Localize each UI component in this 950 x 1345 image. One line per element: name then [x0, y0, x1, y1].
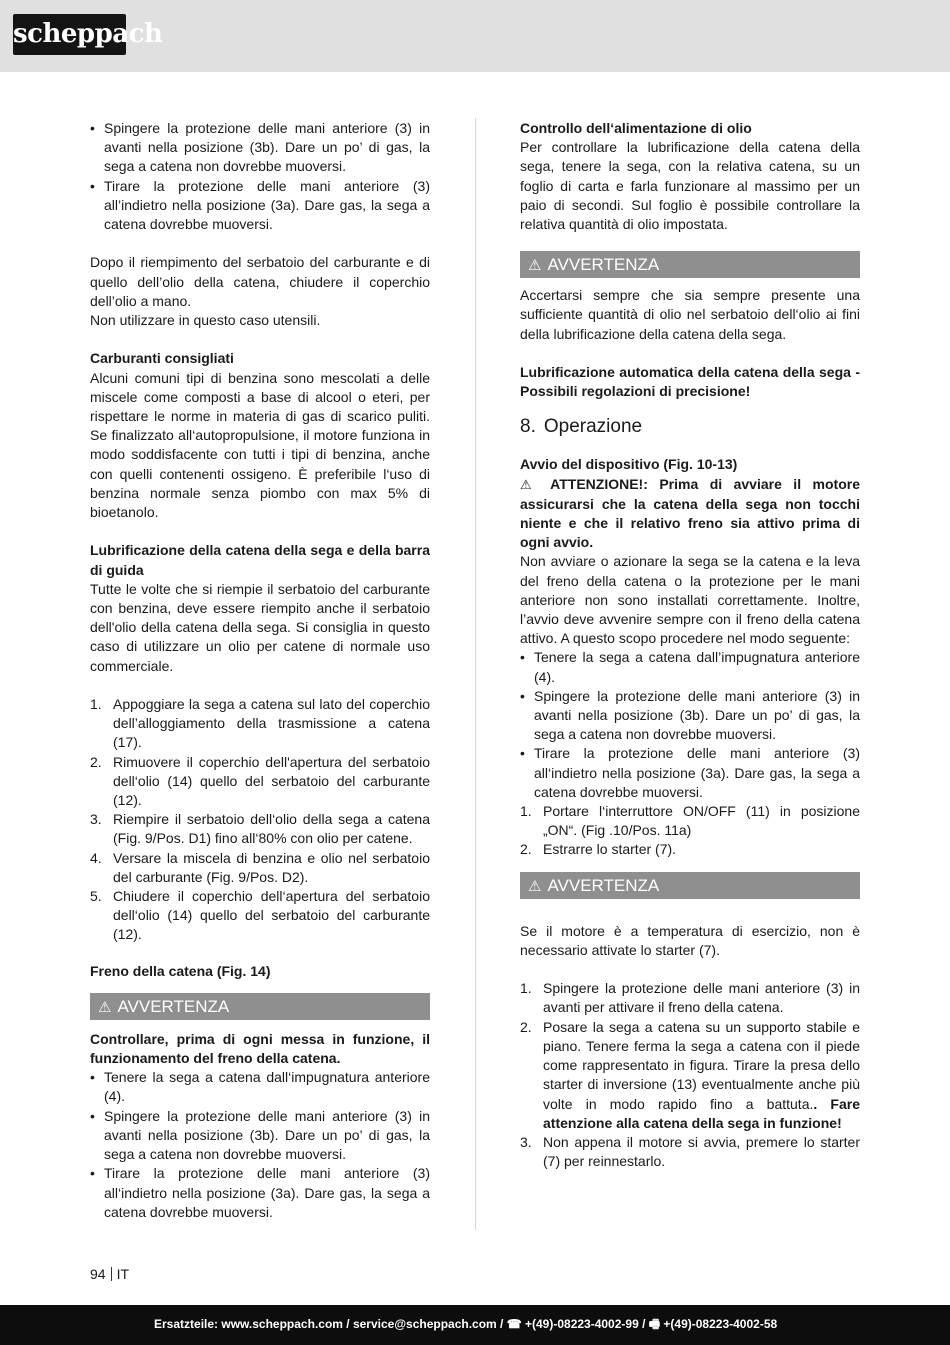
warning-icon: ⚠ — [528, 876, 542, 895]
refill-paragraph: Dopo il riempimento del serbatoio del carburante e di quello dell’olio della catena, chiudere il coperchio dell’olio a mano. — [90, 254, 430, 309]
fuel-heading: Carburanti consigliati — [90, 350, 234, 367]
warning-banner: ⚠ AVVERTENZA — [520, 872, 860, 899]
list-item: 3. Riempire il serbatoio dell‘olio della sega a catena (Fig. 9/Pos. D1) fino all‘80% con olio per catene. — [90, 811, 430, 847]
run-steps-list — [520, 979, 860, 1171]
auto-lube-paragraph: Lubrificazione automatica della catena della sega - Possibili regolazioni di precisione! — [520, 364, 860, 400]
list-item: 2. Rimuovere il coperchio dell'apertura del serbatoio dell‘olio (14) quello del serbatoio del carburante (12). — [90, 753, 430, 809]
list-item: • Spingere la protezione delle mani anteriore (3) in avanti nella posizione (3b). Dare un po’ di gas, la sega a catena non dovrebbe muoversi. — [90, 119, 430, 177]
list-item: • Spingere la protezione delle mani anteriore (3) in avanti nella posizione (3b). Dare un po’ di gas, la sega a catena non dovrebbe muoversi. — [520, 687, 860, 745]
list-item: 3. Non appena il motore si avvia, premere lo starter (7) per reinnestarlo. — [520, 1133, 860, 1170]
list-item: 4. Versare la miscela di benzina e olio nel serbatoio del carburante (Fig. 9/Pos. D2). — [90, 849, 430, 885]
list-item: 2. Posare la sega a catena su un supporto stabile e piano. Tenere ferma la sega a catena con il piede come rappresentato in figura. Tirare la presa dello starter di inversione (13) eventualmente anche più volte in modo rapido fino a battuta.. Fare attenzione alla catena della sega in funzione! — [520, 1018, 860, 1131]
oil-warning-paragraph: Accertarsi sempre che sia sempre presente una sufficiente quantità di olio nel serbatoio dell‘olio ai fini della lubrificazione della catena della sega. — [520, 287, 860, 342]
start-paragraph: Non avviare o azionare la sega se la catena e la leva del freno della catena o la protezione per le mani anteriore non sono installati correttamente. Inoltre, l’avvio deve avvenire sempre con il freno della catena attivo. A questo scopo procedere nel modo seguente: — [520, 553, 860, 647]
list-item: 1. Spingere la protezione delle mani anteriore (3) in avanti per attivare il freno della catena. — [520, 980, 860, 1016]
brake-check-paragraph: Controllare, prima di ogni messa in funzione, il funzionamento del freno della catena. — [90, 1030, 430, 1067]
lube-heading: Lubrificazione della catena della sega e della barra di guida — [90, 542, 430, 578]
list-item: • Tenere la sega a catena dall’impugnatura anteriore (4). — [520, 648, 860, 686]
list-item: 1. Appoggiare la sega a catena sul lato del coperchio dell’alloggiamento della trasmissione a catena (17). — [90, 696, 430, 751]
section-title: 8. Operazione — [520, 416, 643, 438]
warning-banner: ⚠ AVVERTENZA — [520, 251, 860, 278]
lube-paragraph: Tutte le volte che si riempie il serbatoio del carburante con benzina, deve essere riempito anche il serbatoio dell'olio della catena della sega. Si consiglia in questo caso di utilizzare un olio per catene di normale uso commerciale. — [90, 580, 430, 674]
list-item: • Tirare la protezione delle mani anteriore (3) all’indietro nella posizione (3a). Dare gas, la sega a catena dovrebbe muoversi. — [90, 177, 430, 235]
lube-steps-list — [90, 695, 430, 945]
footer-contact: Ersatzteile: www.scheppach.com / service@scheppach.com / ☎ +(49)-08223-4002-99 / 🖷 +(49)-08223-4002-58 — [154, 1317, 778, 1331]
attention-paragraph: ⚠ ATTENZIONE!: Prima di avviare il motore assicurarsi che la catena della sega non tocchi niente e che il relativo freno sia attivo prima di ogni avvio. — [520, 475, 860, 551]
brake-heading: Freno della catena (Fig. 14) — [90, 962, 271, 979]
brake-bullet-list — [90, 1068, 430, 1222]
page-number: 94 IT — [90, 1266, 130, 1282]
attention-icon: ⚠ — [520, 477, 540, 493]
fuel-paragraph: Alcuni comuni tipi di benzina sono mescolati a delle miscele come composti a base di alcool o eteri, per rispettare le norme in materia di gas di scarico puliti. Se finalizzato all‘autopropulsione, il motore funziona in modo soddisfacente con tutti i tipi di benzina, anche con quelli contenenti ossigeno. È preferibile l‘uso di benzina normale senza piombo con max 5% di bioetanolo. — [90, 369, 430, 521]
list-item: 2. Estrarre lo starter (7). — [520, 841, 677, 858]
list-item: 5. Chiudere il coperchio dell‘apertura del serbatoio dell‘olio (14) quello del serbatoio del carburante (12). — [90, 888, 430, 943]
start-bullet-list — [520, 648, 860, 802]
brand-logo: scheppach — [13, 14, 126, 55]
warm-engine-paragraph: Se il motore è a temperatura di esercizio, non è necessario attivate lo starter (7). — [520, 922, 860, 958]
page-header — [0, 0, 950, 72]
column-divider — [475, 118, 476, 1230]
list-item: • Tirare la protezione delle mani anteriore (3) all‘indietro nella posizione (3a). Dare gas, la sega a catena dovrebbe muoversi. — [520, 744, 860, 802]
start-steps-list — [520, 802, 860, 860]
start-heading: Avvio del dispositivo (Fig. 10-13) — [520, 456, 738, 473]
list-item: • Tenere la sega a catena dall‘impugnatura anteriore (4). — [90, 1068, 430, 1106]
bullet-list-top — [90, 119, 430, 234]
list-item: • Tirare la protezione delle mani anteriore (3) all‘indietro nella posizione (3a). Dare gas, la sega a catena dovrebbe muoversi. — [90, 1164, 430, 1222]
right-column — [520, 119, 860, 1171]
left-column — [90, 119, 430, 1222]
oil-heading: Controllo dell‘alimentazione di olio — [520, 120, 752, 136]
warning-banner: ⚠ AVVERTENZA — [90, 993, 430, 1020]
page-footer — [0, 1305, 950, 1345]
warning-icon: ⚠ — [528, 256, 542, 275]
no-tools-paragraph: Non utilizzare in questo caso utensili. — [90, 312, 321, 329]
warning-icon: ⚠ — [98, 997, 112, 1016]
list-item: • Spingere la protezione delle mani anteriore (3) in avanti nella posizione (3b). Dare un po’ di gas, la sega a catena non dovrebbe muoversi. — [90, 1107, 430, 1165]
oil-paragraph: Per controllare la lubrificazione della catena della sega, tenere la sega, con la relativa catena, su un foglio di carta e farla funzionare al massimo per un paio di secondi. Sul foglio è possibile controllare la relativa quantità di olio impostata. — [520, 139, 860, 233]
list-item: 1. Portare l‘interruttore ON/OFF (11) in posizione „ON“. (Fig .10/Pos. 11a) — [520, 803, 860, 839]
